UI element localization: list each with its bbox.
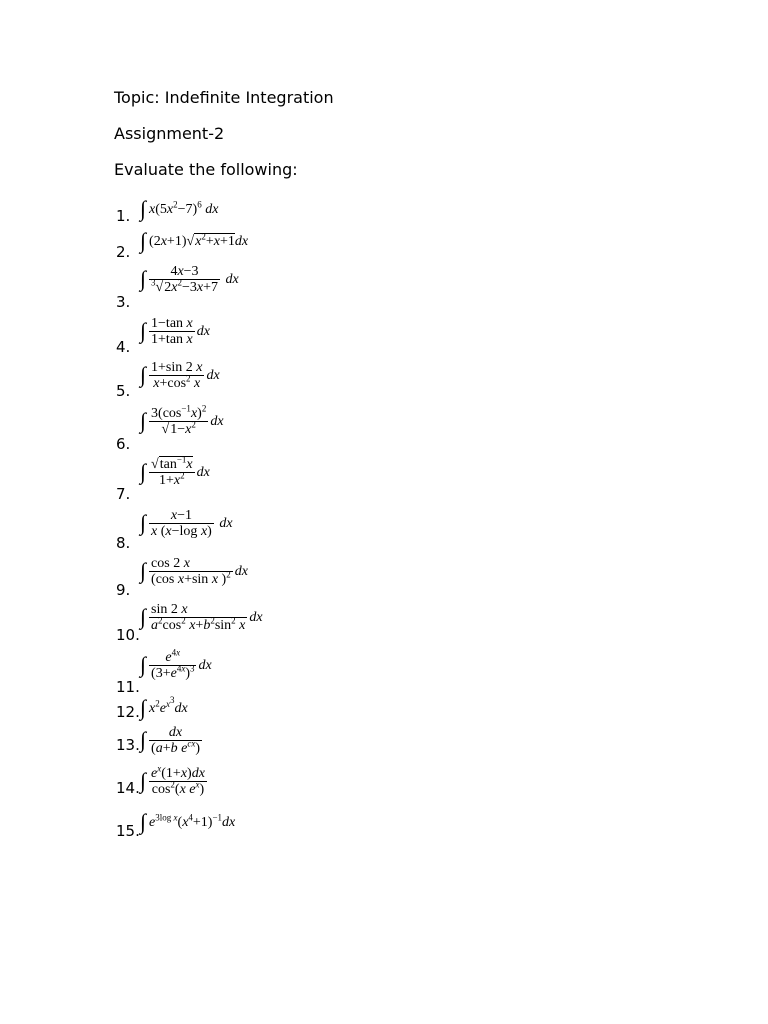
integral-expression: ∫ $x^2e^{x^3}dx$ [140,694,188,720]
integral-expression: ∫ $\frac{√\tan^{-1}x}{1+x^2}$ dx [140,454,210,488]
problem-number: 5. [116,382,131,400]
integral-expression: ∫ $\frac{e^x(1+x)dx}{\cos^2(x e^x)}$ [140,763,205,797]
problem-number: 12. [116,703,140,721]
problem-number: 13. [116,736,140,754]
integral-expression: ∫ $(2x+1)√x^2+x+1dx$ [140,228,249,253]
assignment-label: Assignment-2 [114,124,225,143]
integral-expression: ∫ $x(5x^2-7)^6$ dx [140,196,219,221]
integral-expression: ∫ $\frac{\cos 2 x}{(\cos x+\sin x )^2}$ dx [140,556,248,587]
integral-expression: ∫ $\frac{4x-3}{^3√2x^2-3x+7}$ dx [140,264,239,295]
integral-expression: ∫ $\frac{e^{4x}}{(3+e^{4x})^3}$ dx [140,647,212,681]
problem-number: 3. [116,293,131,311]
problem-number: 8. [116,534,131,552]
problem-number: 10. [116,626,140,644]
integral-expression: ∫ $\frac{dx}{(a+b e^{cx})}$ [140,725,200,756]
integral-expression: ∫ $\frac{1+\sin 2 x}{x+\cos^2 x}$ dx [140,360,220,391]
problem-number: 9. [116,581,131,599]
topic-heading: Topic: Indefinite Integration [114,88,334,107]
problem-number: 4. [116,338,131,356]
integral-expression: ∫ $\frac{3(\cos^{-1}x)^2}{√1-x^2}$ dx [140,403,224,437]
problem-number: 7. [116,485,131,503]
problem-number: 11. [116,678,140,696]
problem-number: 1. [116,207,131,225]
integral-expression: ∫ $\frac{\sin 2 x}{a^2\cos^2 x+b^2\sin^2 x}$ dx [140,602,263,633]
problem-number: 14. [116,779,140,797]
problem-number: 2. [116,243,131,261]
integral-expression: ∫ $\frac{\text{1−tan x}}{\text{1+tan x}}$ dx [140,316,210,347]
integral-expression: ∫ $\frac{x-1}{\text{x (x−log x)}}$ dx [140,508,233,539]
instruction-text: Evaluate the following: [114,160,298,179]
problem-number: 6. [116,435,131,453]
problem-number: 15. [116,822,140,840]
integral-expression: ∫ $e^{3log x}(x^4+1)^{-1}dx$ [140,809,236,834]
